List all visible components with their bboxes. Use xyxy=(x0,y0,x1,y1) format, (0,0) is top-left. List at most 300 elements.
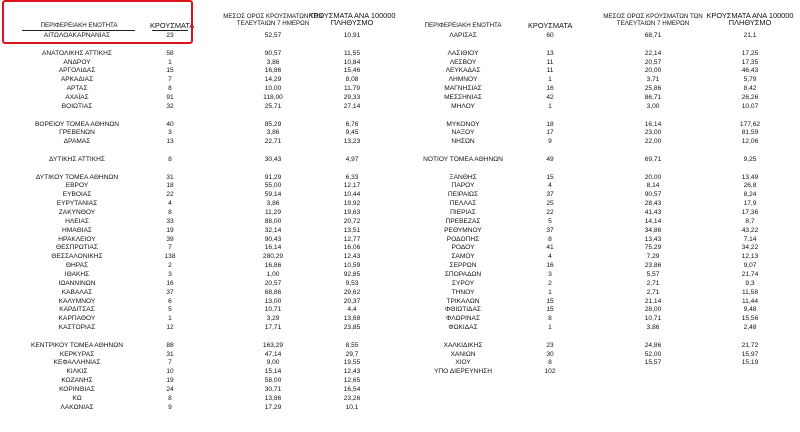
per100k-cell: 12,17 xyxy=(343,182,361,190)
cases-cell: 8 xyxy=(548,359,552,367)
avg-cell: 25,71 xyxy=(264,102,282,110)
per100k-cell: 29,7 xyxy=(345,350,359,358)
region-cell: ΥΠΟ ΔΙΕΡΕΥΝΗΣΗ xyxy=(434,368,492,376)
region-cell: ΚΕΝΤΡΙΚΟΥ ΤΟΜΕΑ ΑΘΗΝΩΝ xyxy=(31,341,123,349)
avg-cell: 163,29 xyxy=(262,341,284,349)
cases-cell: 15 xyxy=(166,67,174,75)
region-cell: ΜΑΓΝΗΣΙΑΣ xyxy=(444,85,482,93)
region-cell: ΔΥΤΙΚΟΥ ΤΟΜΕΑ ΑΘΗΝΩΝ xyxy=(35,173,119,181)
per100k-cell: 10,59 xyxy=(343,262,361,270)
per100k-cell: 19,55 xyxy=(343,359,361,367)
avg-cell: 30,71 xyxy=(264,386,282,393)
cases-cell: 3 xyxy=(168,270,172,278)
region-cell: ΦΩΚΙΔΑΣ xyxy=(448,324,478,332)
table-row xyxy=(0,190,800,199)
region-cell: ΚΑΡΔΙΤΣΑΣ xyxy=(59,306,95,314)
avg-cell: 32,14 xyxy=(264,226,282,234)
avg-cell: 17,29 xyxy=(264,403,282,411)
table-row xyxy=(0,385,800,394)
region-cell: ΘΗΡΑΣ xyxy=(65,262,89,270)
cases-cell: 11 xyxy=(546,67,554,75)
cases-cell: 5 xyxy=(548,217,552,225)
cases-cell: 4 xyxy=(548,182,552,190)
cases-cell: 16 xyxy=(546,85,554,93)
region-cell: ΝΟΤΙΟΥ ΤΟΜΕΑ ΑΘΗΝΩΝ xyxy=(423,155,503,163)
per100k-cell: 16,06 xyxy=(343,244,361,252)
avg-cell: 85,29 xyxy=(264,120,282,128)
per100k-cell: 21,74 xyxy=(741,270,759,278)
avg-cell: 13,43 xyxy=(644,235,662,243)
cases-cell: 16 xyxy=(546,262,554,270)
region-cell: ΚΟΡΙΝΘΙΑΣ xyxy=(59,386,95,393)
region-cell: ΜΥΚΟΝΟΥ xyxy=(446,120,480,128)
avg-cell: 24,86 xyxy=(644,341,662,349)
region-cell: ΓΡΕΒΕΝΩΝ xyxy=(59,129,95,137)
table-row xyxy=(0,66,800,75)
cases-cell: 17 xyxy=(546,129,554,137)
table-row xyxy=(0,84,800,93)
region-cell: ΑΝΑΤΟΛΙΚΗΣ ΑΤΤΙΚΗΣ xyxy=(42,49,112,57)
avg-cell: 91,29 xyxy=(264,173,282,181)
table-row xyxy=(0,252,800,261)
region-cell: ΚΩ xyxy=(72,394,82,402)
cases-cell: 37 xyxy=(546,226,554,234)
avg-cell: 52,00 xyxy=(644,350,662,358)
cases-cell: 18 xyxy=(546,120,554,128)
cases-cell: 8 xyxy=(548,315,552,323)
cases-cell: 1 xyxy=(168,58,172,66)
left-header-region: ΠΕΡΙΦΕΡΕΙΑΚΗ ΕΝΟΤΗΤΑ xyxy=(40,22,118,29)
region-cell: ΝΑΞΟΥ xyxy=(451,129,475,137)
table-row xyxy=(0,394,800,403)
cases-cell: 31 xyxy=(166,350,174,358)
cases-cell: 3 xyxy=(548,270,552,278)
avg-cell: 16,86 xyxy=(264,67,282,75)
avg-cell: 23,86 xyxy=(644,262,662,270)
cases-cell: 19 xyxy=(166,226,174,234)
avg-cell: 20,00 xyxy=(644,67,662,75)
region-cell: ΜΕΣΣΗΝΙΑΣ xyxy=(444,93,482,101)
avg-cell: 30,43 xyxy=(264,155,282,163)
avg-cell: 3,86 xyxy=(646,324,660,332)
per100k-cell: 12,65 xyxy=(343,377,361,385)
right-header-avg xyxy=(598,13,708,27)
per100k-cell: 10,84 xyxy=(343,58,361,66)
per100k-cell: 11,55 xyxy=(343,49,360,57)
table-row xyxy=(0,199,800,208)
region-cell: ΖΑΚΥΝΘΟΥ xyxy=(58,209,96,216)
per100k-cell: 13,68 xyxy=(343,315,361,323)
table-row xyxy=(0,376,800,385)
avg-cell: 15,57 xyxy=(644,359,662,367)
cases-cell: 37 xyxy=(166,288,174,296)
cases-cell: 3 xyxy=(168,129,172,137)
cases-cell: 8 xyxy=(168,394,172,402)
avg-cell: 88,00 xyxy=(264,217,282,225)
per100k-cell: 23,26 xyxy=(343,394,361,402)
table-row xyxy=(0,93,800,102)
per100k-cell: 12,13 xyxy=(741,253,759,261)
table-row xyxy=(0,297,800,306)
region-cell: ΑΡΚΑΔΙΑΣ xyxy=(60,76,94,84)
cases-cell: 31 xyxy=(166,173,174,181)
avg-cell: 41,43 xyxy=(644,209,662,216)
per100k-cell: 16,54 xyxy=(343,386,361,393)
avg-cell: 11,29 xyxy=(264,209,281,216)
region-cell: ΘΕΣΣΑΛΟΝΙΚΗΣ xyxy=(51,253,103,261)
avg-cell: 16,14 xyxy=(264,244,282,252)
avg-cell: 8,14 xyxy=(646,182,660,190)
table-row xyxy=(0,235,800,244)
right-header-avg-line1: ΜΕΣΟΣ ΟΡΟΣ ΚΡΟΥΣΜΑΤΩΝ ΤΩΝ xyxy=(603,13,703,20)
table-row xyxy=(0,314,800,323)
per100k-cell: 10,91 xyxy=(343,32,361,39)
avg-cell: 58,00 xyxy=(264,377,282,385)
per100k-cell: 9,25 xyxy=(743,155,757,163)
left-header-avg-line2: ΤΕΛΕΥΤΑΙΩΝ 7 ΗΜΕΡΩΝ xyxy=(236,20,310,27)
avg-cell: 1,00 xyxy=(266,270,280,278)
cases-cell: 41 xyxy=(546,244,554,252)
cases-cell: 9 xyxy=(168,403,172,411)
avg-cell: 7,29 xyxy=(646,253,660,261)
avg-cell: 47,14 xyxy=(264,350,282,358)
region-cell: ΤΡΙΚΑΛΩΝ xyxy=(446,297,480,305)
per100k-cell: 9,07 xyxy=(743,262,757,270)
table-row xyxy=(0,367,800,376)
region-cell: ΑΙΤΩΛΟΑΚΑΡΝΑΝΙΑΣ xyxy=(43,32,111,39)
table-row xyxy=(0,120,800,129)
per100k-cell: 17,25 xyxy=(741,49,759,57)
cases-cell: 42 xyxy=(546,93,554,101)
left-header-cases: ΚΡΟΥΣΜΑΤΑ xyxy=(150,21,195,30)
cases-cell: 10 xyxy=(166,368,174,376)
region-cell: ΣΑΜΟΥ xyxy=(451,253,475,261)
avg-cell: 55,00 xyxy=(264,182,282,190)
avg-cell: 68,71 xyxy=(644,32,662,39)
cases-cell: 138 xyxy=(164,253,176,261)
table-row xyxy=(0,279,800,288)
cases-cell: 23 xyxy=(166,32,174,39)
avg-cell: 34,86 xyxy=(644,226,662,234)
per100k-cell: 17,35 xyxy=(741,58,759,66)
cases-cell: 1 xyxy=(548,324,552,332)
per100k-cell: 11,44 xyxy=(741,297,758,305)
per100k-cell: 92,85 xyxy=(343,270,361,278)
table-row xyxy=(0,350,800,359)
avg-cell: 90,57 xyxy=(644,191,662,199)
cases-cell: 8 xyxy=(168,85,172,93)
table-row xyxy=(0,305,800,314)
per100k-cell: 7,14 xyxy=(743,235,757,243)
region-cell: ΣΕΡΡΩΝ xyxy=(449,262,477,270)
cases-cell: 18 xyxy=(166,182,174,190)
region-cell: ΠΕΛΛΑΣ xyxy=(449,200,477,208)
table-row xyxy=(0,58,800,67)
table-row xyxy=(0,261,800,270)
left-header-per-line2: ΠΛΗΘΥΣΜΟ xyxy=(330,18,374,27)
region-cell: ΚΟΖΑΝΗΣ xyxy=(61,377,93,385)
region-cell: ΛΑΡΙΣΑΣ xyxy=(449,32,477,39)
region-cell: ΣΠΟΡΑΔΩΝ xyxy=(444,270,482,278)
per100k-cell: 29,33 xyxy=(343,93,361,101)
region-cell: ΕΥΡΥΤΑΝΙΑΣ xyxy=(56,200,98,208)
cases-cell: 11 xyxy=(546,58,554,66)
avg-cell: 90,43 xyxy=(264,235,282,243)
cases-cell: 30 xyxy=(546,350,554,358)
per100k-cell: 9,3 xyxy=(745,279,755,287)
per100k-cell: 13,51 xyxy=(343,226,361,234)
region-cell: ΚΑΣΤΟΡΙΑΣ xyxy=(58,324,96,332)
per100k-cell: 8,24 xyxy=(743,191,757,199)
per100k-cell: 34,22 xyxy=(741,244,759,252)
avg-cell: 16,86 xyxy=(264,262,282,270)
per100k-cell: 10,44 xyxy=(343,191,361,199)
per100k-cell: 26,26 xyxy=(741,93,759,101)
avg-cell: 13,86 xyxy=(264,394,282,402)
region-cell: ΙΩΑΝΝΙΝΩΝ xyxy=(58,279,96,287)
table-row xyxy=(0,217,800,226)
cases-cell: 8 xyxy=(168,209,172,216)
per100k-cell: 6,33 xyxy=(345,173,359,181)
right-header-avg-line2: ΤΕΛΕΥΤΑΙΩΝ 7 ΗΜΕΡΩΝ xyxy=(616,20,690,27)
cases-cell: 1 xyxy=(168,315,172,323)
region-cell: ΛΗΜΝΟΥ xyxy=(448,76,478,84)
region-cell: ΧΑΛΚΙΔΙΚΗΣ xyxy=(443,341,483,349)
avg-cell: 3,86 xyxy=(266,200,280,208)
region-cell: ΣΥΡΟΥ xyxy=(451,279,475,287)
cases-cell: 40 xyxy=(166,120,174,128)
cases-cell: 1 xyxy=(548,102,552,110)
region-cell: ΑΡΓΟΛΙΔΑΣ xyxy=(58,67,96,75)
cases-cell: 7 xyxy=(168,244,172,252)
per100k-cell: 6,76 xyxy=(345,120,359,128)
table-row xyxy=(0,323,800,332)
table-row xyxy=(0,270,800,279)
table-row xyxy=(0,358,800,367)
cases-cell: 24 xyxy=(166,386,174,393)
cases-cell: 15 xyxy=(546,306,554,314)
cases-cell: 1 xyxy=(548,288,552,296)
region-cell: ΞΑΝΘΗΣ xyxy=(449,173,477,181)
cases-cell: 7 xyxy=(168,359,172,367)
per100k-cell: 46,43 xyxy=(741,67,759,75)
cases-cell: 58 xyxy=(166,49,174,57)
per100k-cell: 29,62 xyxy=(343,288,361,296)
cases-cell: 19 xyxy=(166,377,174,385)
per100k-cell: 12,43 xyxy=(343,368,361,376)
cases-cell: 13 xyxy=(546,49,554,57)
table-row xyxy=(0,226,800,235)
region-cell: ΠΡΕΒΕΖΑΣ xyxy=(445,217,481,225)
avg-cell: 10,00 xyxy=(264,85,282,93)
avg-cell: 28,00 xyxy=(644,306,662,314)
avg-cell: 10,71 xyxy=(644,315,662,323)
left-header-per xyxy=(302,12,402,26)
region-cell: ΑΝΔΡΟΥ xyxy=(63,58,91,66)
per100k-cell: 5,79 xyxy=(743,76,757,84)
avg-cell: 25,86 xyxy=(644,85,662,93)
per100k-cell: 4,4 xyxy=(347,306,357,314)
per100k-cell: 15,56 xyxy=(741,315,759,323)
region-cell: ΔΥΤΙΚΗΣ ΑΤΤΙΚΗΣ xyxy=(49,155,105,163)
per100k-cell: 11,79 xyxy=(343,85,360,93)
table-row xyxy=(0,31,800,40)
cases-cell: 12 xyxy=(166,324,174,332)
cases-cell: 4 xyxy=(168,200,172,208)
region-cell: ΗΛΕΙΑΣ xyxy=(65,217,89,225)
per100k-cell: 177,62 xyxy=(739,120,761,128)
cases-cell: 8 xyxy=(168,155,172,163)
table-row xyxy=(0,102,800,111)
per100k-cell: 13,23 xyxy=(343,138,361,146)
avg-cell: 3,86 xyxy=(266,129,280,137)
table-row xyxy=(0,403,800,412)
region-cell: ΛΕΣΒΟΥ xyxy=(449,58,477,66)
cases-cell: 4 xyxy=(548,253,552,261)
region-cell: ΘΕΣΠΡΩΤΙΑΣ xyxy=(55,244,99,252)
per100k-cell: 17,9 xyxy=(743,200,757,208)
avg-cell: 20,57 xyxy=(264,279,282,287)
per100k-cell: 8,08 xyxy=(345,76,359,84)
cases-cell: 60 xyxy=(546,32,554,39)
cases-cell: 49 xyxy=(546,155,554,163)
per100k-cell: 13,49 xyxy=(741,173,759,181)
per100k-cell: 10,1 xyxy=(345,403,359,411)
region-cell: ΑΧΑΪΑΣ xyxy=(65,93,89,101)
cases-cell: 23 xyxy=(546,341,554,349)
region-cell: ΠΕΙΡΑΙΩΣ xyxy=(447,191,479,199)
per100k-cell: 9,48 xyxy=(743,306,757,314)
table-row xyxy=(0,75,800,84)
region-cell: ΒΟΙΩΤΙΑΣ xyxy=(61,102,93,110)
cases-cell: 15 xyxy=(546,173,554,181)
avg-cell: 13,00 xyxy=(264,297,282,305)
per100k-cell: 12,77 xyxy=(343,235,361,243)
cases-cell: 32 xyxy=(166,102,174,110)
region-cell: ΦΛΩΡΙΝΑΣ xyxy=(445,315,481,323)
table-row xyxy=(0,181,800,190)
right-header-per-line1: ΚΡΟΥΣΜΑΤΑ ΑΝΑ 100000 xyxy=(706,11,794,20)
cases-cell: 102 xyxy=(544,368,556,376)
avg-cell: 52,57 xyxy=(264,32,282,39)
region-cell: ΧΙΟΥ xyxy=(455,359,471,367)
right-header-per xyxy=(700,12,800,26)
avg-cell: 90,57 xyxy=(264,49,282,57)
per100k-cell: 21,1 xyxy=(743,32,757,39)
region-cell: ΧΑΝΙΩΝ xyxy=(450,350,476,358)
per100k-cell: 23,85 xyxy=(343,324,361,332)
table-row xyxy=(0,128,800,137)
table-row xyxy=(0,155,800,164)
avg-cell: 10,71 xyxy=(264,306,282,314)
per100k-cell: 11,58 xyxy=(741,288,758,296)
avg-cell: 86,71 xyxy=(644,93,662,101)
cases-cell: 33 xyxy=(166,217,174,225)
cases-cell: 88 xyxy=(166,341,174,349)
region-cell: ΒΟΡΕΙΟΥ ΤΟΜΕΑ ΑΘΗΝΩΝ xyxy=(34,120,120,128)
avg-cell: 3,86 xyxy=(266,58,280,66)
cases-cell: 1 xyxy=(548,76,552,84)
table-row xyxy=(0,341,800,350)
avg-cell: 21,14 xyxy=(644,297,662,305)
region-cell: ΙΘΑΚΗΣ xyxy=(64,270,90,278)
right-header-cases: ΚΡΟΥΣΜΑΤΑ xyxy=(528,21,573,30)
cases-cell: 16 xyxy=(166,279,174,287)
avg-cell: 59,14 xyxy=(264,191,282,199)
region-cell: ΛΑΚΩΝΙΑΣ xyxy=(60,403,94,411)
per100k-cell: 43,22 xyxy=(741,226,759,234)
per100k-cell: 9,45 xyxy=(345,129,359,137)
cases-cell: 22 xyxy=(166,191,174,199)
table-row xyxy=(0,49,800,58)
cases-cell: 13 xyxy=(166,138,174,146)
table-row xyxy=(0,288,800,297)
per100k-cell: 8,7 xyxy=(745,217,755,225)
region-cell: ΔΡΑΜΑΣ xyxy=(63,138,91,146)
left-header-per-line1: ΚΡΟΥΣΜΑΤΑ ΑΝΑ 100000 xyxy=(308,11,396,20)
avg-cell: 15,14 xyxy=(264,368,282,376)
region-cell: ΦΘΙΩΤΙΔΑΣ xyxy=(445,306,481,314)
region-cell: ΚΑΛΥΜΝΟΥ xyxy=(58,297,96,305)
region-cell: ΗΡΑΚΛΕΙΟΥ xyxy=(58,235,96,243)
cases-cell: 5 xyxy=(168,306,172,314)
per100k-cell: 4,97 xyxy=(345,155,359,163)
avg-cell: 2,71 xyxy=(646,288,660,296)
cases-cell: 39 xyxy=(166,235,174,243)
avg-cell: 17,71 xyxy=(264,324,282,332)
cases-cell: 8 xyxy=(548,235,552,243)
cases-cell: 15 xyxy=(546,297,554,305)
per100k-cell: 20,37 xyxy=(343,297,361,305)
avg-cell: 28,43 xyxy=(644,200,662,208)
avg-cell: 2,71 xyxy=(646,279,660,287)
avg-cell: 3,29 xyxy=(266,315,280,323)
per100k-cell: 21,72 xyxy=(741,341,759,349)
cases-cell: 91 xyxy=(166,93,174,101)
per100k-cell: 9,53 xyxy=(345,279,359,287)
region-cell: ΡΟΔΟΠΗΣ xyxy=(446,235,480,243)
avg-cell: 22,00 xyxy=(644,138,662,146)
cases-cell: 7 xyxy=(168,76,172,84)
region-cell: ΕΒΡΟΥ xyxy=(65,182,89,190)
per100k-cell: 2,48 xyxy=(743,324,757,332)
region-cell: ΤΗΝΟΥ xyxy=(451,288,475,296)
avg-cell: 68,86 xyxy=(264,288,282,296)
per100k-cell: 15,19 xyxy=(741,359,759,367)
per100k-cell: 27,14 xyxy=(343,102,361,110)
region-cell: ΕΥΒΟΙΑΣ xyxy=(62,191,92,199)
region-cell: ΚΙΛΚΙΣ xyxy=(66,368,88,376)
table-row xyxy=(0,208,800,217)
cases-cell: 37 xyxy=(546,191,554,199)
per100k-cell: 19,63 xyxy=(343,209,361,216)
avg-cell: 23,00 xyxy=(644,129,662,137)
per100k-cell: 10,07 xyxy=(741,102,759,110)
table-row xyxy=(0,173,800,182)
avg-cell: 22,14 xyxy=(644,49,662,57)
per100k-cell: 12,06 xyxy=(741,138,759,146)
per100k-cell: 17,36 xyxy=(741,209,759,216)
cases-cell: 9 xyxy=(548,138,552,146)
per100k-cell: 20,72 xyxy=(343,217,361,225)
region-cell: ΜΗΛΟΥ xyxy=(451,102,475,110)
avg-cell: 20,57 xyxy=(644,58,662,66)
per100k-cell: 15,97 xyxy=(741,350,759,358)
region-cell: ΑΡΤΑΣ xyxy=(66,85,88,93)
region-cell: ΛΑΣΙΘΙΟΥ xyxy=(447,49,479,57)
per100k-cell: 15,46 xyxy=(343,67,361,75)
per100k-cell: 81,59 xyxy=(741,129,759,137)
